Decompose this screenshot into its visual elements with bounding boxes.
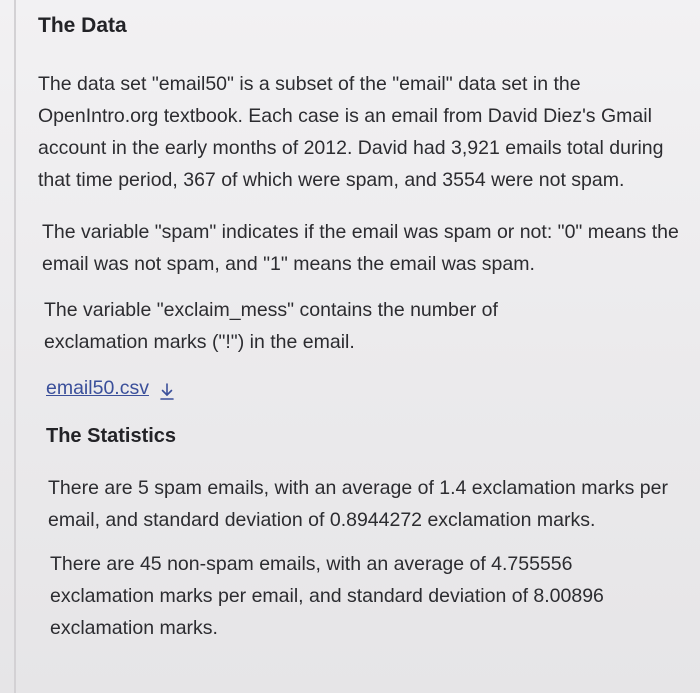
- data-paragraph-2: The variable "spam" indicates if the email was spam or not: "0" means the email was not spam, and "1" means the email was spam.: [42, 221, 679, 275]
- left-border: [14, 0, 16, 693]
- download-arrow-icon[interactable]: [159, 379, 175, 397]
- file-link-row: [38, 372, 683, 404]
- statistics-heading: The Statistics: [46, 425, 177, 447]
- data-paragraph-3: The variable "exclaim_mess" contains the number of exclamation marks ("!") in the email.: [44, 299, 498, 353]
- content-area: [38, 10, 683, 644]
- data-heading: The Data: [38, 14, 127, 37]
- data-paragraph-1: The data set "email50" is a subset of the "email" data set in the OpenIntro.org textbook. Each case is an email from David Diez's Gmail account in the early months of 2012. David had 3,921 emails total during that time period, 367 of which were spam, and 3554 were not spam.: [38, 73, 664, 191]
- statistics-paragraph-1: There are 5 spam emails, with an average of 1.4 exclamation marks per email, and standard deviation of 0.8944272 exclamation marks.: [48, 477, 668, 531]
- email50-csv-link[interactable]: email50.csv: [46, 377, 149, 399]
- statistics-paragraph-2: There are 45 non-spam emails, with an average of 4.755556 exclamation marks per email, and standard deviation of 8.00896 exclamation marks.: [50, 553, 604, 639]
